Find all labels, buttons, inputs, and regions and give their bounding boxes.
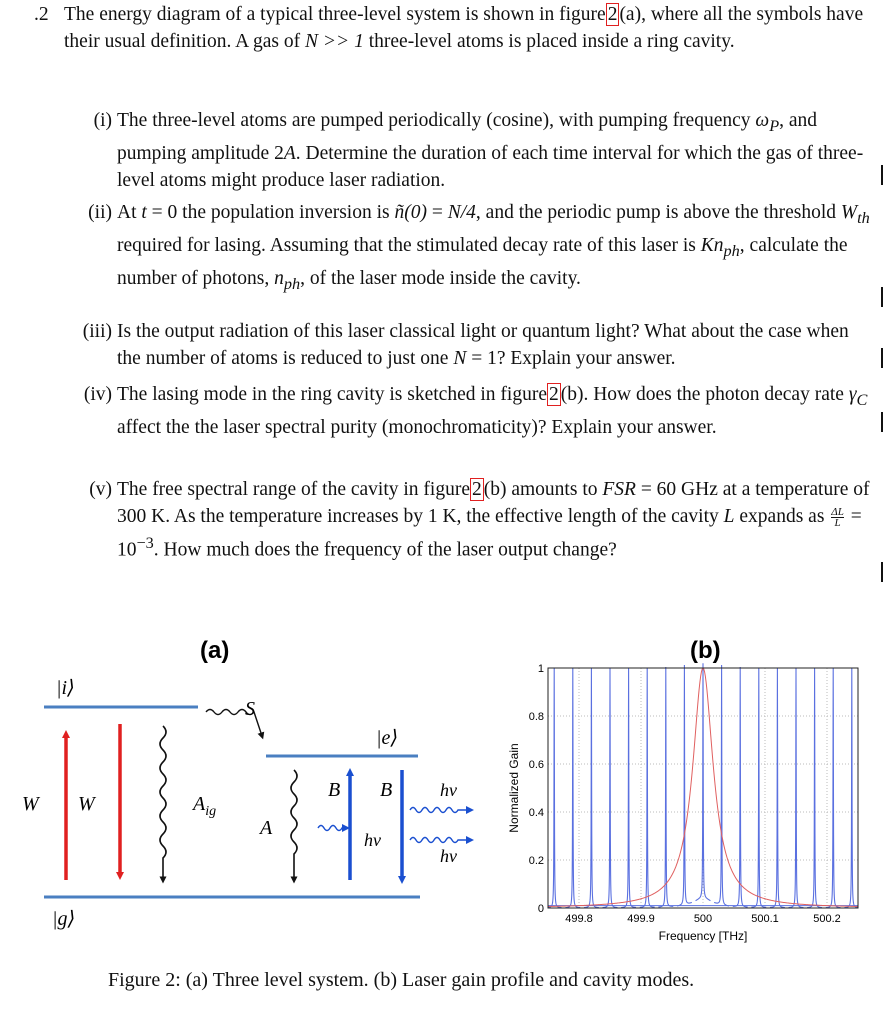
x-tick-label: 499.8	[565, 913, 593, 925]
y-tick-label: 0.4	[528, 807, 544, 819]
subquestion-text: The lasing mode in the ring cavity is sketched in figure 2 (b). How does the photon decay rate $\gamma_C$ affect the the laser spectral purity (monochromaticity)? Explain your answer.	[117, 384, 868, 438]
subquestion-text: The free spectral range of the cavity in figure 2 (b) amounts to FSR = 60 GHz at a temperature of 300 K. As the temperature increases by 1 K, the effective length of the cavity L expands as $\frac{\Delta L}{L}$ = $10^{-3}$. How much does the frequency of the laser output change?	[117, 479, 870, 561]
label-b-left: B	[328, 779, 341, 801]
x-tick-label: 500.1	[751, 913, 779, 925]
subquestion-label: (ii)	[88, 202, 112, 223]
subquestion-label: (iv)	[83, 384, 112, 405]
label-w-left: W	[22, 793, 39, 815]
subquestion-label: (i)	[93, 110, 112, 131]
spontaneous-decay-aig	[160, 726, 166, 880]
figure-ref[interactable]: 2	[472, 479, 482, 500]
subquestion-text: Is the output radiation of this laser classical light or quantum light? What about the case when the number of atoms is reduced to just one N = 1? Explain your answer.	[117, 321, 849, 369]
subquestion-label: (v)	[89, 479, 112, 500]
y-axis-label: Normalized Gain	[507, 743, 521, 833]
y-tick-label: 0.2	[528, 855, 544, 867]
level-e-label: |e⟩	[376, 727, 399, 749]
fraction: $\frac{\Delta L}{L}$	[831, 506, 844, 530]
spontaneous-decay-a	[291, 770, 297, 880]
x-axis-label: Frequency [THz]	[658, 929, 748, 943]
label-b-right: B	[380, 779, 393, 801]
question-number: .2	[34, 4, 49, 25]
y-tick-label: 1	[537, 663, 544, 675]
label-a: A	[260, 817, 273, 839]
panel-label-a: (a)	[200, 637, 230, 664]
question-intro-text: The energy diagram of a typical three-level system is shown in figure 2 (a), where all the symbols have their usual definition. A gas of N >> 1 three-level atoms is placed inside a ring cavity.	[64, 4, 864, 52]
figure-caption: Figure 2: (a) Three level system. (b) Laser gain profile and cavity modes.	[108, 969, 695, 991]
y-tick-label: 0.6	[528, 759, 544, 771]
figure-ref[interactable]: 2	[548, 384, 559, 405]
y-tick-label: 0.8	[528, 711, 544, 723]
emitted-photon-wave-2	[410, 838, 470, 843]
x-tick-label: 499.9	[627, 913, 655, 925]
x-tick-label: 500.2	[813, 913, 841, 925]
level-g-label: |g⟩	[52, 908, 76, 930]
subquestion-label: (iii)	[82, 321, 112, 342]
level-i-label: |i⟩	[56, 677, 75, 699]
label-hv-incoming: hv	[364, 830, 381, 850]
label-hv-emitted-2: hv	[440, 846, 457, 866]
subquestion-text: The three-level atoms are pumped periodically (cosine), with pumping frequency $\omega_P$, and pumping amplitude 2A. Determine the duration of each time interval for which the gas of three-level atoms might produce laser radiation.	[117, 110, 864, 191]
subquestion-text: At t = 0 the population inversion is ñ(0) = N/4, and the periodic pump is above the threshold $W_{th}$ required for lasing. Assuming that the stimulated decay rate of this laser is $Kn_{ph}$, calculate the number of photons, $n_{ph}$, of the laser mode inside the cavity.	[117, 202, 870, 293]
label-s: S	[245, 698, 255, 720]
figure-ref[interactable]: 2	[607, 4, 618, 25]
label-hv-emitted-1: hv	[440, 780, 457, 800]
label-aig: $A_{ig}$	[193, 793, 217, 819]
x-tick-label: 500	[693, 913, 713, 925]
incoming-photon-wave	[318, 826, 346, 831]
label-w-right: W	[78, 793, 95, 815]
emitted-photon-wave-1	[410, 808, 470, 813]
panel-label-b: (b)	[690, 637, 721, 664]
y-tick-label: 0	[537, 903, 544, 915]
